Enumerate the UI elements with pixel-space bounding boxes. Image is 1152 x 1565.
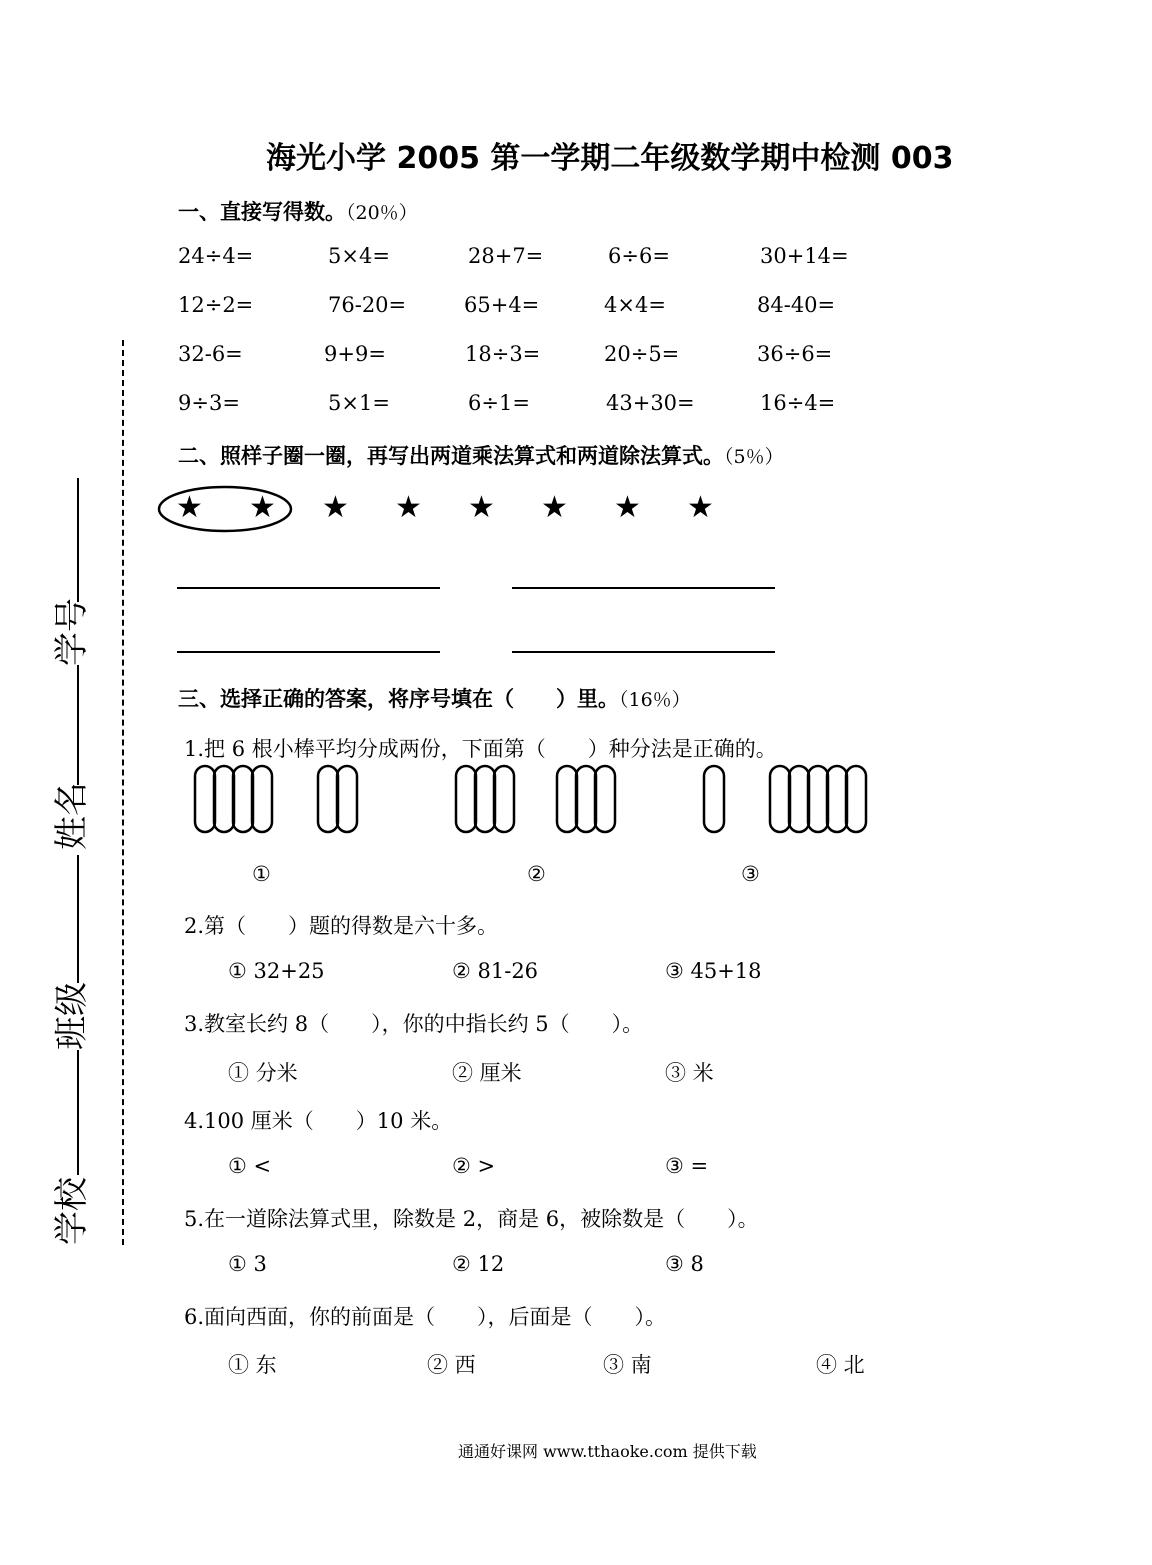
equation: 16÷4=: [760, 391, 836, 415]
equation: 24÷4=: [178, 244, 254, 268]
class-blank-line: [77, 855, 79, 983]
question-1: 1.把 6 根小棒平均分成两份，下面第（ ）种分法是正确的。: [184, 737, 777, 761]
equation: 12÷2=: [178, 293, 254, 317]
star-icon: ★: [541, 490, 568, 525]
stick-group-6: [770, 766, 866, 832]
equation: 5×4=: [328, 244, 390, 268]
q5-option-1: ① 3: [228, 1252, 267, 1276]
q2-option-2: ② 81-26: [452, 959, 539, 983]
answer-line[interactable]: [512, 651, 775, 653]
q3-option-1: ① 分米: [228, 1061, 298, 1085]
side-label-number: 学号: [52, 598, 92, 666]
equation: 36÷6=: [757, 342, 833, 366]
section2-heading-text: 二、照样子圈一圈，再写出两道乘法算式和两道除法算式。: [178, 443, 724, 468]
page-title: 海光小学 2005 第一学期二年级数学期中检测 003: [266, 141, 954, 176]
equation: 84-40=: [757, 293, 836, 317]
equation: 43+30=: [606, 391, 695, 415]
q3-option-2: ② 厘米: [452, 1061, 522, 1085]
q1-label-3: ③: [741, 862, 760, 886]
answer-line[interactable]: [512, 587, 775, 589]
equation: 30+14=: [760, 244, 849, 268]
side-label-school: 学校: [52, 1177, 92, 1245]
q1-label-1: ①: [252, 862, 271, 886]
equation: 65+4=: [464, 293, 540, 317]
section2-heading: [178, 440, 784, 470]
section1-heading-text: 一、直接写得数。: [178, 199, 346, 224]
q6-option-3: ③ 南: [603, 1353, 652, 1377]
question-5: 5.在一道除法算式里，除数是 2，商是 6，被除数是（ ）。: [184, 1207, 759, 1231]
stick-group-5: [704, 766, 724, 832]
star-icon: ★: [249, 490, 276, 525]
section3-heading-text: 三、选择正确的答案，将序号填在（ ）里。: [178, 686, 619, 711]
stick-group-2: [318, 766, 357, 832]
q5-option-3: ③ 8: [665, 1252, 704, 1276]
answer-line[interactable]: [177, 587, 440, 589]
equation: 76-20=: [328, 293, 407, 317]
equation: 6÷6=: [608, 244, 670, 268]
equation: 9+9=: [324, 342, 386, 366]
question-3: 3.教室长约 8（ ），你的中指长约 5（ ）。: [184, 1012, 644, 1036]
number-blank-line: [77, 478, 79, 602]
q2-option-3: ③ 45+18: [665, 959, 762, 983]
side-label-class: 班级: [52, 982, 92, 1050]
star-icon: ★: [395, 490, 422, 525]
stick-group-1: [195, 766, 272, 832]
star-icon: ★: [687, 490, 714, 525]
side-label-name: 姓名: [52, 782, 92, 850]
star-icon: ★: [614, 490, 641, 525]
star-icon: ★: [176, 490, 203, 525]
equation: 6÷1=: [468, 391, 530, 415]
answer-line[interactable]: [177, 651, 440, 653]
stick-group-4: [557, 766, 615, 832]
name-blank-line: [77, 665, 79, 785]
section1-pct: （20％）: [346, 202, 418, 224]
equation: 9÷3=: [178, 391, 240, 415]
q6-option-4: ④ 北: [816, 1353, 865, 1377]
question-4: 4.100 厘米（ ）10 米。: [184, 1109, 453, 1133]
equation: 28+7=: [468, 244, 544, 268]
q2-option-1: ① 32+25: [228, 959, 325, 983]
equation: 32-6=: [178, 342, 243, 366]
section2-pct: （5％）: [724, 446, 784, 468]
section1-heading: [178, 196, 418, 226]
equation: 4×4=: [604, 293, 666, 317]
q4-option-3: ③ =: [665, 1154, 709, 1178]
equation: 18÷3=: [465, 342, 541, 366]
star-icon: ★: [322, 490, 349, 525]
equation: 5×1=: [328, 391, 390, 415]
q5-option-2: ② 12: [452, 1252, 505, 1276]
question-2: 2.第（ ）题的得数是六十多。: [184, 914, 499, 938]
question-6: 6.面向西面，你的前面是（ ），后面是（ ）。: [184, 1305, 667, 1329]
footer-credit: 通通好课网 www.tthaoke.com 提供下载: [458, 1442, 757, 1461]
stick-group-3: [456, 766, 514, 832]
q4-option-2: ② >: [452, 1154, 496, 1178]
school-blank-line: [77, 1050, 79, 1175]
q3-option-3: ③ 米: [665, 1061, 714, 1085]
section3-heading: [178, 683, 691, 713]
equation: 20÷5=: [604, 342, 680, 366]
q6-option-1: ① 东: [228, 1353, 277, 1377]
star-icon: ★: [468, 490, 495, 525]
section3-pct: （16％）: [619, 689, 691, 711]
binding-dashed-line: [122, 340, 124, 1245]
q4-option-1: ① <: [228, 1154, 272, 1178]
q6-option-2: ② 西: [427, 1353, 476, 1377]
q1-label-2: ②: [527, 862, 546, 886]
sticks-figure: [190, 762, 880, 838]
